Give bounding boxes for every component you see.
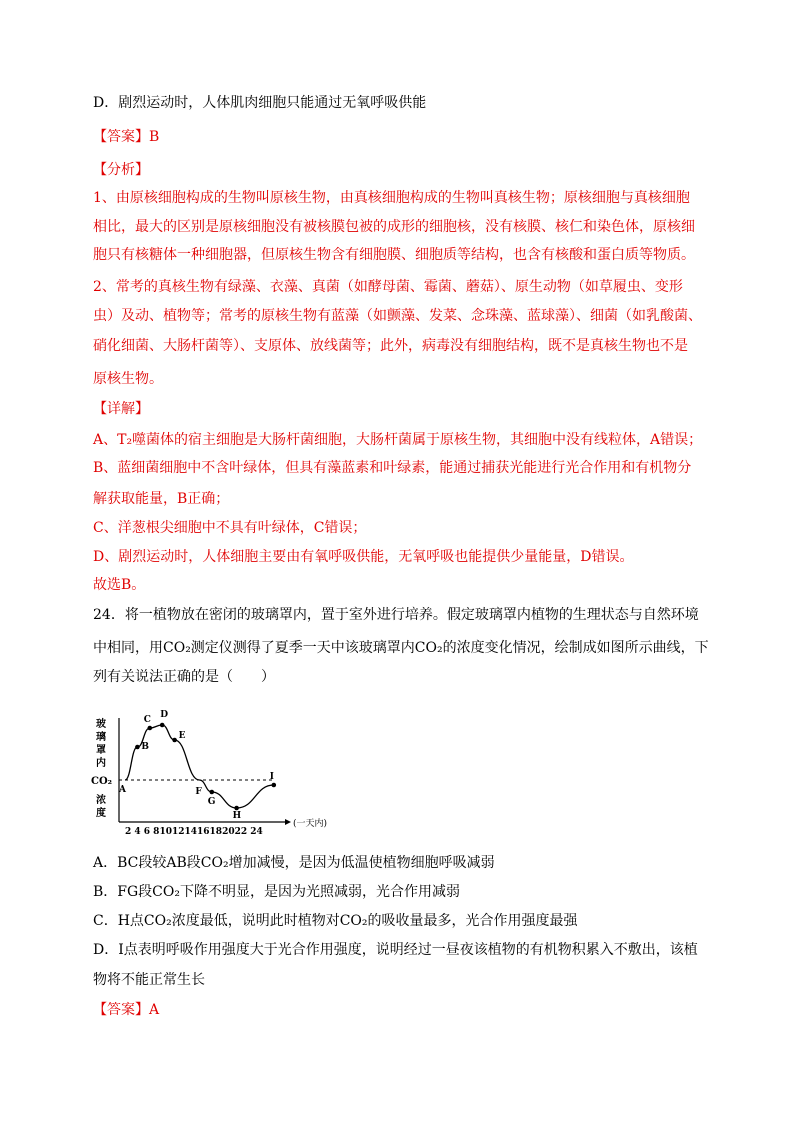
- analysis-line-6: 硝化细菌、大肠杆菌等）、支原体、放线菌等；此外，病毒没有细胞结构，既不是真核生物也不是: [93, 338, 688, 354]
- detail-conclusion: 故选B。: [93, 577, 146, 593]
- curve-point-b: [135, 745, 140, 750]
- ylabel-char-6: 浓: [96, 795, 106, 806]
- ylabel-char-4: 内: [96, 758, 106, 769]
- curve-point-d: [160, 723, 165, 728]
- x-tick-labels: 2 4 6 810121416182022 24: [125, 827, 263, 837]
- analysis-heading: 【分析】: [93, 162, 149, 178]
- co2-curve-chart: [91, 710, 355, 837]
- analysis-line-2: 相比，最大的区别是原核细胞没有被核膜包被的成形的细胞核，没有核膜、核仁和染色体，原核细: [93, 219, 695, 235]
- point-label-e: E: [178, 731, 186, 741]
- option-b: B．FG段CO₂下降不明显，是因为光照减弱，光合作用减弱: [93, 884, 460, 900]
- detail-c: C、洋葱根尖细胞中不具有叶绿体，C错误；: [93, 520, 367, 536]
- analysis-line-3: 胞只有核糖体一种细胞器，但原核生物含有细胞膜、细胞质等结构，也含有核酸和蛋白质等物质。: [93, 247, 695, 263]
- option-d-1: D．I点表明呼吸作用强度大于光合作用强度，说明经过一昼夜该植物的有机物积累入不敷出，该植: [93, 942, 698, 958]
- point-label-a: A: [119, 785, 126, 795]
- ylabel-char-7: 度: [96, 808, 106, 819]
- option-d-2: 物将不能正常生长: [93, 972, 205, 988]
- point-label-g: G: [207, 797, 216, 807]
- curve-point-h: [234, 806, 239, 811]
- answer-heading: 【答案】A: [93, 1002, 160, 1018]
- answer-heading-prev: 【答案】B: [93, 129, 160, 145]
- analysis-line-5: 虫）及动、植物等；常考的原核生物有蓝藻（如颤藻、发菜、念珠藻、蓝球藻）、细菌（如乳酸菌、: [93, 308, 702, 324]
- curve-point-i: [272, 783, 277, 788]
- question-24-line-3: 列有关说法正确的是（ ）: [93, 669, 275, 685]
- y-axis-label: [91, 717, 112, 819]
- curve-point-c: [148, 726, 153, 731]
- point-label-f: F: [195, 787, 202, 797]
- analysis-line-4: 2、常考的真核生物有绿藻、衣藻、真菌（如酵母菌、霉菌、蘑菇）、原生动物（如草履虫、变形: [93, 279, 683, 295]
- option-c: C．H点CO₂浓度最低，说明此时植物对CO₂的吸收量最多，光合作用强度最强: [93, 913, 578, 929]
- question-24-line-1: 24．将一植物放在密闭的玻璃罩内，置于室外进行培养。假定玻璃罩内植物的生理状态与自然环境: [93, 607, 699, 623]
- option-a: A．BC段较AB段CO₂增加减慢，是因为低温使植物细胞呼吸减弱: [93, 855, 495, 871]
- ylabel-char-5: CO₂: [91, 776, 113, 787]
- analysis-line-7: 原核生物。: [93, 371, 163, 387]
- curve-point-e: [172, 738, 177, 743]
- detail-a: A、T₂噬菌体的宿主细胞是大肠杆菌细胞，大肠杆菌属于原核生物，其细胞中没有线粒体，A错误；: [93, 432, 703, 448]
- x-axis-arrow: [285, 819, 291, 825]
- point-label-d: D: [160, 710, 169, 720]
- curve-points: [118, 710, 276, 821]
- ylabel-char-2: 璃: [96, 732, 106, 743]
- detail-b-2: 解获取能量，B正确；: [93, 491, 230, 507]
- ylabel-char-1: 玻: [96, 719, 106, 730]
- point-label-c: C: [143, 715, 151, 725]
- detail-heading: 【详解】: [93, 401, 149, 417]
- detail-b-1: B、蓝细菌细胞中不含叶绿体，但具有藻蓝素和叶绿素，能通过捕获光能进行光合作用和有机物分: [93, 460, 692, 476]
- analysis-line-1: 1、由原核细胞构成的生物叫原核生物，由真核细胞构成的生物叫真核生物；原核细胞与真核细胞: [93, 190, 690, 206]
- point-label-b: B: [141, 742, 150, 752]
- point-label-h: H: [232, 811, 242, 821]
- point-label-i: I: [269, 772, 275, 782]
- detail-d: D、剧烈运动时，人体细胞主要由有氧呼吸供能，无氧呼吸也能提供少量能量，D错误。: [93, 549, 634, 565]
- curve-point-g: [210, 790, 215, 795]
- ylabel-char-3: 罩: [96, 745, 106, 756]
- question-24-line-2: 中相同，用CO₂测定仪测得了夏季一天中该玻璃罩内CO₂的浓度变化情况，绘制成如图所示曲线，下: [93, 640, 709, 656]
- x-axis-label: (一天内): [293, 819, 328, 829]
- option-d-prev: D．剧烈运动时，人体肌肉细胞只能通过无氧呼吸供能: [93, 95, 427, 111]
